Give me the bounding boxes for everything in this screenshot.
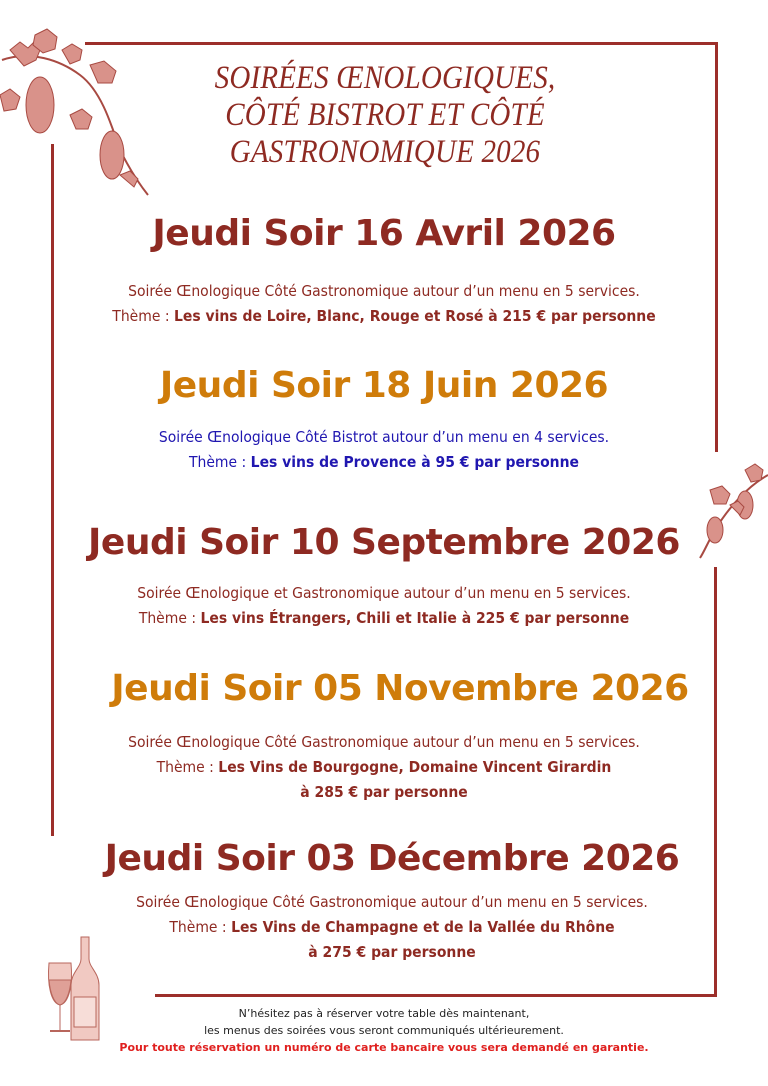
event-summary: Soirée Œnologique Côté Gastronomique autour d’un menu en 5 services.	[136, 893, 648, 911]
event-theme	[27, 304, 741, 329]
event-description	[27, 730, 741, 805]
title-line: SOIRÉES ŒNOLOGIQUES,	[214, 60, 556, 96]
theme-label: Thème :	[169, 918, 232, 936]
guarantee-warning: Pour toute réservation un numéro de carte bancaire vous sera demandé en garantie.	[119, 1041, 649, 1054]
theme-label: Thème :	[156, 758, 219, 776]
theme-value: Les Vins de Champagne et de la Vallée du Rhône	[231, 918, 615, 936]
theme-price: à 275 € par personne	[308, 943, 476, 961]
frame-top-border	[85, 42, 717, 45]
event-date-heading: Jeudi Soir 10 Septembre 2026	[88, 522, 680, 563]
event-summary: Soirée Œnologique Côté Gastronomique autour d’un menu en 5 services.	[128, 733, 640, 751]
theme-label: Thème :	[138, 609, 201, 627]
event-theme	[27, 606, 741, 631]
theme-value: Les Vins de Bourgogne, Domaine Vincent Girardin	[218, 758, 612, 776]
theme-value: Les vins de Loire, Blanc, Rouge et Rosé à 215 € par personne	[173, 307, 656, 325]
event-theme-price	[35, 940, 749, 965]
event-summary: Soirée Œnologique et Gastronomique autour d’un menu en 5 services.	[137, 584, 631, 602]
theme-label: Thème :	[112, 307, 174, 325]
theme-value: Les vins de Provence à 95 € par personne	[250, 453, 579, 471]
event-theme	[27, 755, 741, 780]
event-description	[35, 890, 749, 965]
event-description	[27, 425, 741, 475]
event-theme	[35, 915, 749, 940]
event-date-heading: Jeudi Soir 05 Novembre 2026	[111, 668, 689, 709]
event-description	[27, 279, 741, 329]
title-line: CÔTÉ BISTROT ET CÔTÉ	[225, 97, 545, 133]
title-line: GASTRONOMIQUE 2026	[229, 134, 541, 170]
footer-line: les menus des soirées vous seront communiqués ultérieurement.	[204, 1024, 564, 1037]
frame-bottom-border	[155, 994, 717, 997]
theme-value: Les vins Étrangers, Chili et Italie à 225 € par personne	[200, 609, 630, 627]
event-theme	[27, 450, 741, 475]
theme-price: à 285 € par personne	[300, 783, 468, 801]
event-summary: Soirée Œnologique Côté Bistrot autour d’un menu en 4 services.	[158, 428, 610, 446]
event-date-heading: Jeudi Soir 18 Juin 2026	[159, 365, 609, 406]
event-description	[27, 581, 741, 631]
footer-line: N’hésitez pas à réserver votre table dès maintenant,	[238, 1007, 530, 1020]
event-theme-price	[27, 780, 741, 805]
event-summary: Soirée Œnologique Côté Gastronomique autour d’un menu en 5 services.	[128, 282, 640, 300]
event-date-heading: Jeudi Soir 03 Décembre 2026	[104, 838, 680, 879]
theme-label: Thème :	[188, 453, 251, 471]
page-title	[178, 60, 592, 171]
event-date-heading: Jeudi Soir 16 Avril 2026	[152, 213, 616, 254]
grape-vine-icon	[0, 20, 160, 200]
footer	[0, 1005, 768, 1056]
